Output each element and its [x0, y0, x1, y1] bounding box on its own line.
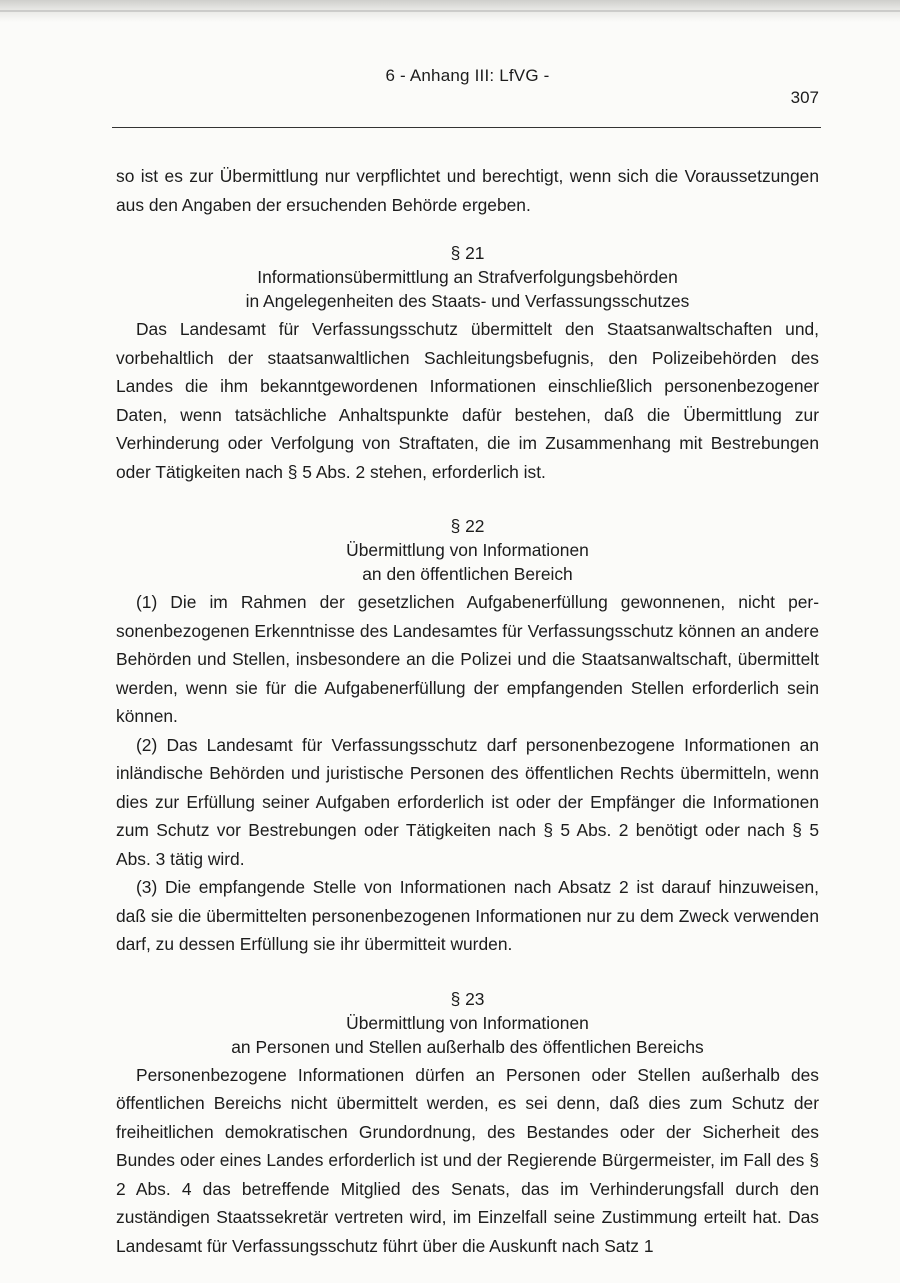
intro-paragraph: so ist es zur Übermittlung nur verpflichtet und berechtigt, wenn sich die Voraussetzungen aus den Angaben der ersuchenden Behörde ergeben. — [116, 166, 819, 215]
document-page — [116, 60, 819, 1260]
header-rule — [112, 127, 821, 128]
page-header — [116, 60, 819, 130]
running-title: 6 - Anhang III: LfVG - — [385, 66, 550, 85]
section-heading — [116, 514, 819, 586]
section-paragraph: Das Landesamt für Verfassungsschutz übermittelt den Staatsanwaltschaften und, vorbehaltlich der staatsanwaltlichen Sachleitungsbefugnis, den Polizeibehörden des Landes die ihm bekanntgewordenen Informationen einschließlich personenbezogener Daten, wenn tatsächliche Anhaltspunkte dafür bestehen, daß die Übermittlung zur Verhinderung oder Verfolgung von Straftaten, die im Zusammenhang mit Bestrebungen oder Tätigkeiten nach § 5 Abs. 2 stehen, erforderlich ist. — [116, 319, 819, 482]
document-body — [116, 162, 819, 1260]
section-paragraph: (1) Die im Rahmen der gesetzlichen Aufgabenerfüllung gewonnenen, nicht personenbezogenen Erkenntnisse des Landesamtes für Verfassungsschutz können an andere Behörden und Stellen, insbesondere an die Polizei und die Staatsanwaltschaft, übermittelt werden, wenn sie für die Aufgabenerfüllung der empfangenden Stellen erforderlich sein können. — [116, 592, 819, 726]
section-title: Übermittlung von Informationen — [346, 1012, 589, 1033]
page-number: 307 — [790, 88, 819, 107]
section-21 — [116, 241, 819, 486]
section-paragraph: (2) Das Landesamt für Verfassungsschutz darf personenbezogene Informationen an inländische Behörden und juristische Personen des öffentlichen Rechts übermitteln, wenn dies zur Erfüllung seiner Aufgaben erforderlich ist oder der Empfänger die Informationen zum Schutz vor Bestrebungen oder Tätigkeiten nach § 5 Abs. 2 benötigt oder nach § 5 Abs. 3 tätig wird. — [116, 734, 819, 869]
section-number: § 23 — [450, 988, 485, 1009]
scan-top-edge — [0, 10, 900, 12]
section-heading — [116, 241, 819, 313]
section-22 — [116, 514, 819, 959]
section-title: Übermittlung von Informationen — [346, 540, 589, 560]
section-number: § 21 — [450, 243, 485, 263]
section-paragraph: (3) Die empfangende Stelle von Informationen nach Absatz 2 ist darauf hinzuweisen, daß sie die übermittelten personenbezogenen Informationen nur zu dem Zweck verwenden darf, zu dessen Erfüllung sie ihr übermitteit wurden. — [116, 877, 819, 954]
section-subtitle: an Personen und Stellen außerhalb des öffentlichen Bereichs — [231, 1036, 704, 1057]
section-subtitle: in Angelegenheiten des Staats- und Verfassungsschutzes — [245, 291, 690, 311]
section-subtitle: an den öffentlichen Bereich — [362, 564, 573, 584]
section-number: § 22 — [450, 516, 485, 536]
section-heading — [116, 987, 819, 1059]
section-title: Informationsübermittlung an Strafverfolgungsbehörden — [257, 267, 678, 287]
section-23 — [116, 987, 819, 1261]
section-paragraph: Personenbezogene Informationen dürfen an Personen oder Stellen außerhalb des öffentlichen Bereichs nicht übermittelt werden, es sei denn, daß dies zum Schutz der freiheitlichen demokratischen Grundordnung, des Bestandes oder der Sicherheit des Bundes oder eines Landes erforderlich ist und der Regierende Bürgermeister, im Fall des § 2 Abs. 4 das betreffende Mitglied des Senats, das im Verhinderungsfall durch den zuständigen Staatssekretär vertreten wird, im Einzelfall seine Zustimmung erteilt hat. Das Landesamt für Verfassungsschutz führt über die Auskunft nach Satz 1 — [116, 1064, 819, 1256]
